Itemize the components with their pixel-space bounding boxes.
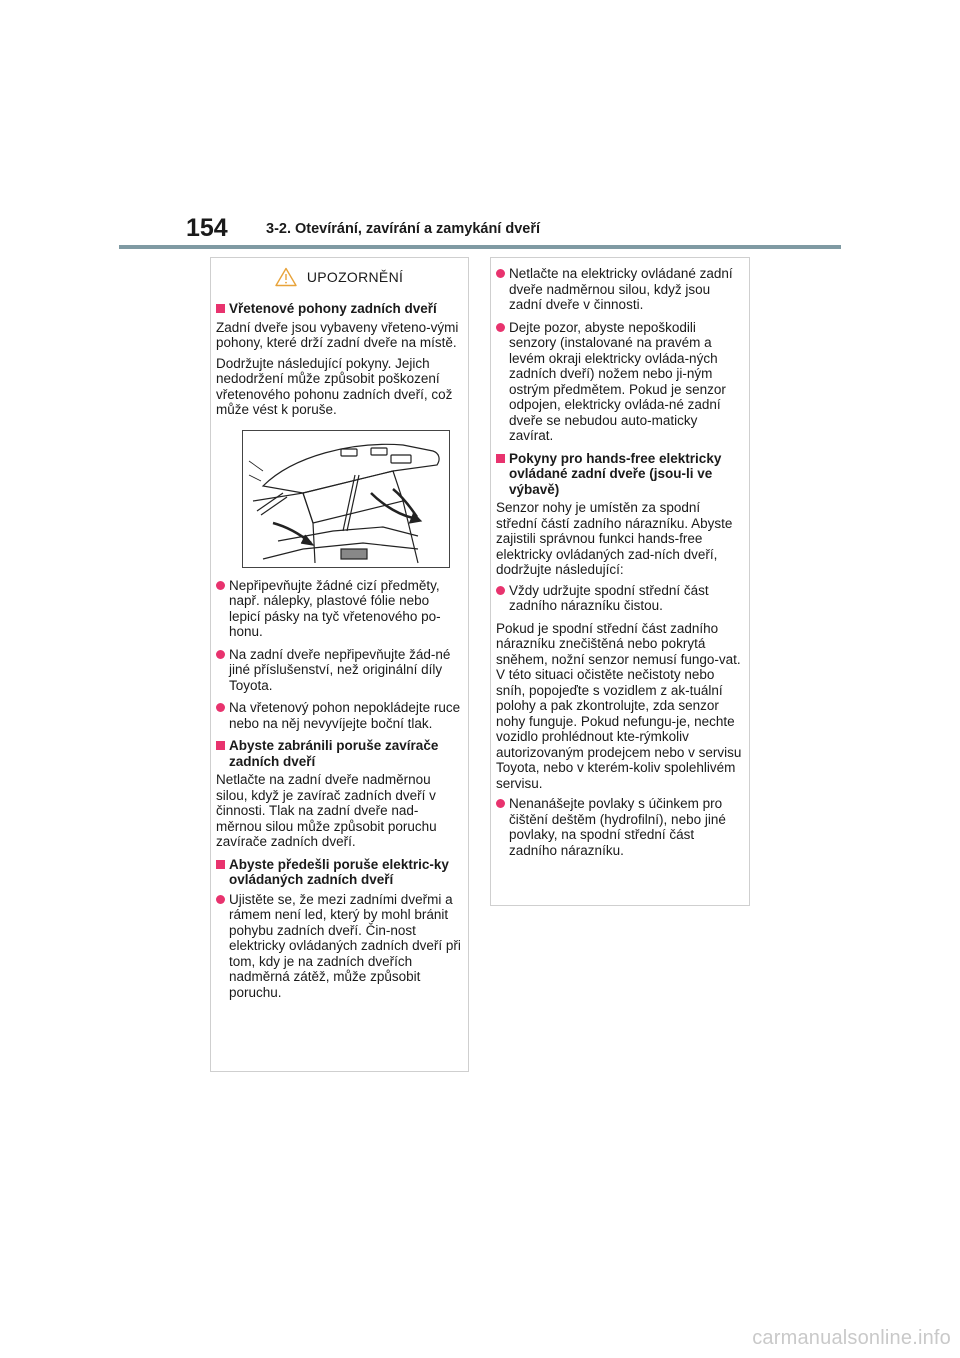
- paragraph: Netlačte na zadní dveře nadměrnou silou, když je zavírač zadních dveří v činnosti. Tlak na zadní dveře nad-měrnou silou může způsobit poruchu zavírače zadních dveří.: [216, 772, 437, 849]
- warning-header: [216, 260, 462, 294]
- warning-box-right: [490, 257, 750, 906]
- page-number: 154: [186, 214, 228, 242]
- tailgate-drawing: [243, 431, 449, 567]
- paragraph: Dodržujte následující pokyny. Jejich nedodržení může způsobit poškození vřetenového pohonu zadních dveří, což může vést k poruše.: [216, 355, 453, 417]
- tailgate-illustration: [242, 430, 450, 568]
- header-rule: [119, 245, 841, 249]
- watermark: carmanualsonline.info: [752, 1327, 951, 1349]
- bullet-item: Na zadní dveře nepřipevňujte žád-né jiné příslušenství, než originální díly Toyota.: [216, 647, 462, 694]
- paragraph: Senzor nohy je umístěn za spodní střední částí zadního nárazníku. Abyste zajistili správnou funkci hands-free elektricky ovládaných zad-ních dveří, dodržujte následující:: [496, 500, 733, 577]
- bullet-item: Dejte pozor, abyste nepoškodili senzory (instalované na pravém a levém okraji elektricky ovláda-ných zadních dveří) nožem nebo ji-ným ostrým předmětem. Pokud je senzor odpojen, elektricky ovláda-né zadní dveře se nebudou auto-maticky zavírat.: [496, 320, 743, 444]
- bullet-item: Netlačte na elektricky ovládané zadní dveře nadměrnou silou, když jsou zadní dveře v činnosti.: [496, 266, 743, 313]
- warning-title: UPOZORNĚNÍ: [306, 269, 404, 285]
- bullet-item: Nepřipevňujte žádné cizí předměty, např. nálepky, plastové fólie nebo lepicí pásky na tyč vřetenového po-honu.: [216, 578, 462, 640]
- bullet-item: Vždy udržujte spodní střední část zadního nárazníku čistou.: [496, 583, 743, 614]
- heading-spindle-drives: Vřetenové pohony zadních dveří: [216, 301, 462, 317]
- warning-box-left: [210, 257, 469, 1072]
- heading-closer-malfunction: Abyste zabránili poruše zavírače zadních dveří: [216, 738, 462, 769]
- heading-power-door-malfunction: Abyste předešli poruše elektric-ky ovládaných zadních dveří: [216, 857, 462, 888]
- warning-triangle-icon: [275, 267, 297, 287]
- paragraph: Zadní dveře jsou vybaveny vřeteno-vými pohony, které drží zadní dveře na místě.: [216, 319, 459, 350]
- paragraph: Pokud je spodní střední část zadního nárazníku znečištěná nebo pokrytá sněhem, nožní senzor nemusí fungo-vat. V této situaci očistěte nečistoty nebo sníh, popojeďte s vozidlem z ak-tuální polohy a pak zkontrolujte, zda senzor nohy funguje. Pokud nefungu-je, nechte vozidlo prohlédnout kte-rýmkoliv autorizovaným prodejcem nebo v servisu Toyota, nebo v kterém-koliv spolehlivém servisu.: [496, 620, 742, 791]
- bullet-item: Na vřetenový pohon nepokládejte ruce nebo na něj nevyvíjejte boční tlak.: [216, 700, 462, 731]
- heading-hands-free: Pokyny pro hands-free elektricky ovládané zadní dveře (jsou-li ve výbavě): [496, 451, 743, 498]
- bullet-item: Nenanášejte povlaky s účinkem pro čištění deštěm (hydrofilní), nebo jiné povlaky, na spodní střední část zadního nárazníku.: [496, 796, 743, 858]
- bullet-item: Ujistěte se, že mezi zadními dveřmi a rámem není led, který by mohl bránit pohybu zadních dveří. Čin-nost elektricky ovládaných zadních dveří při tom, kdy je na zadních dveřích nadměrná zátěž, může způsobit poruchu.: [216, 892, 462, 1001]
- section-title: 3-2. Otevírání, zavírání a zamykání dveří: [266, 221, 541, 237]
